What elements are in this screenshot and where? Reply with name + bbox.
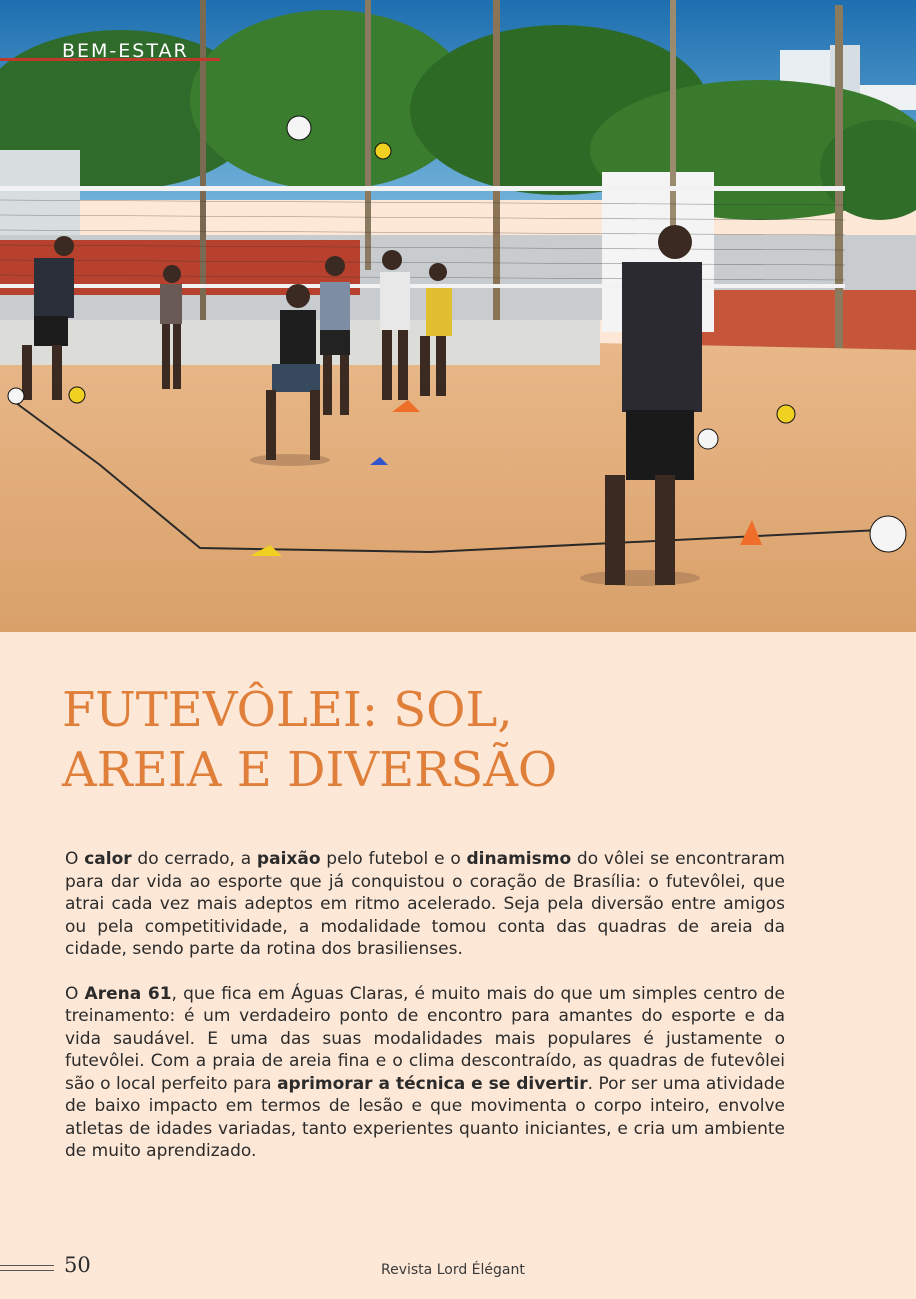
p2-bold-1: Arena 61 [84, 983, 172, 1004]
beach-football-volley-photo [0, 0, 916, 632]
paragraph-2 [65, 983, 785, 1163]
article-title [62, 680, 882, 800]
p2-text-1: O [65, 983, 85, 1004]
p1-text-2: do cerrado, a [131, 849, 257, 869]
p2-text-3: . Por ser uma atividade de baixo impacto em termos de lesão e que movimenta o corpo inteiro, envolve atletas de idades variadas, tanto experientes quanto iniciantes, e cria um ambiente de muito aprendizado. [65, 1073, 785, 1161]
article-title-line-1: FUTEVÔLEI: SOL, [62, 682, 513, 738]
p1-bold-3: dinamismo [466, 849, 572, 869]
article-body [65, 848, 785, 1185]
hero-photo [0, 0, 916, 632]
page-number: 50 [64, 1253, 91, 1277]
paragraph-1 [65, 848, 785, 961]
section-tag: BEM-ESTAR [62, 40, 189, 62]
p1-bold-2: paixão [256, 849, 321, 869]
p1-bold-1: calor [84, 849, 132, 869]
footer-rule-bottom [0, 1270, 54, 1271]
footer-rule-top [0, 1265, 54, 1266]
magazine-name: Revista Lord Élégant [381, 1262, 525, 1278]
p2-bold-2: aprimorar a técnica e se divertir [277, 1073, 588, 1094]
p2-text-2: , que fica em Águas Claras, é muito mais do que um simples centro de treinamento: é um verdadeiro ponto de encontro para amantes do esporte e da vida saudável. E uma das suas modalidades mais populares é justamente o futevôlei. Com a praia de areia fina e o clima descontraído, as quadras de futevôlei são o local perfeito para [65, 983, 785, 1094]
p1-text-1: O [65, 849, 85, 869]
p1-text-3: pelo futebol e o [320, 849, 467, 869]
p1-text-4: do vôlei se encontraram para dar vida ao esporte que já conquistou o coração de Brasília: o futevôlei, que atrai cada vez mais adeptos em ritmo acelerado. Seja pela diversão entre amigos ou pela competitividade, a modalidade tomou conta das quadras de areia da cidade, sendo parte da rotina dos brasilienses. [65, 849, 785, 959]
article-title-line-2: AREIA E DIVERSÃO [62, 742, 558, 798]
